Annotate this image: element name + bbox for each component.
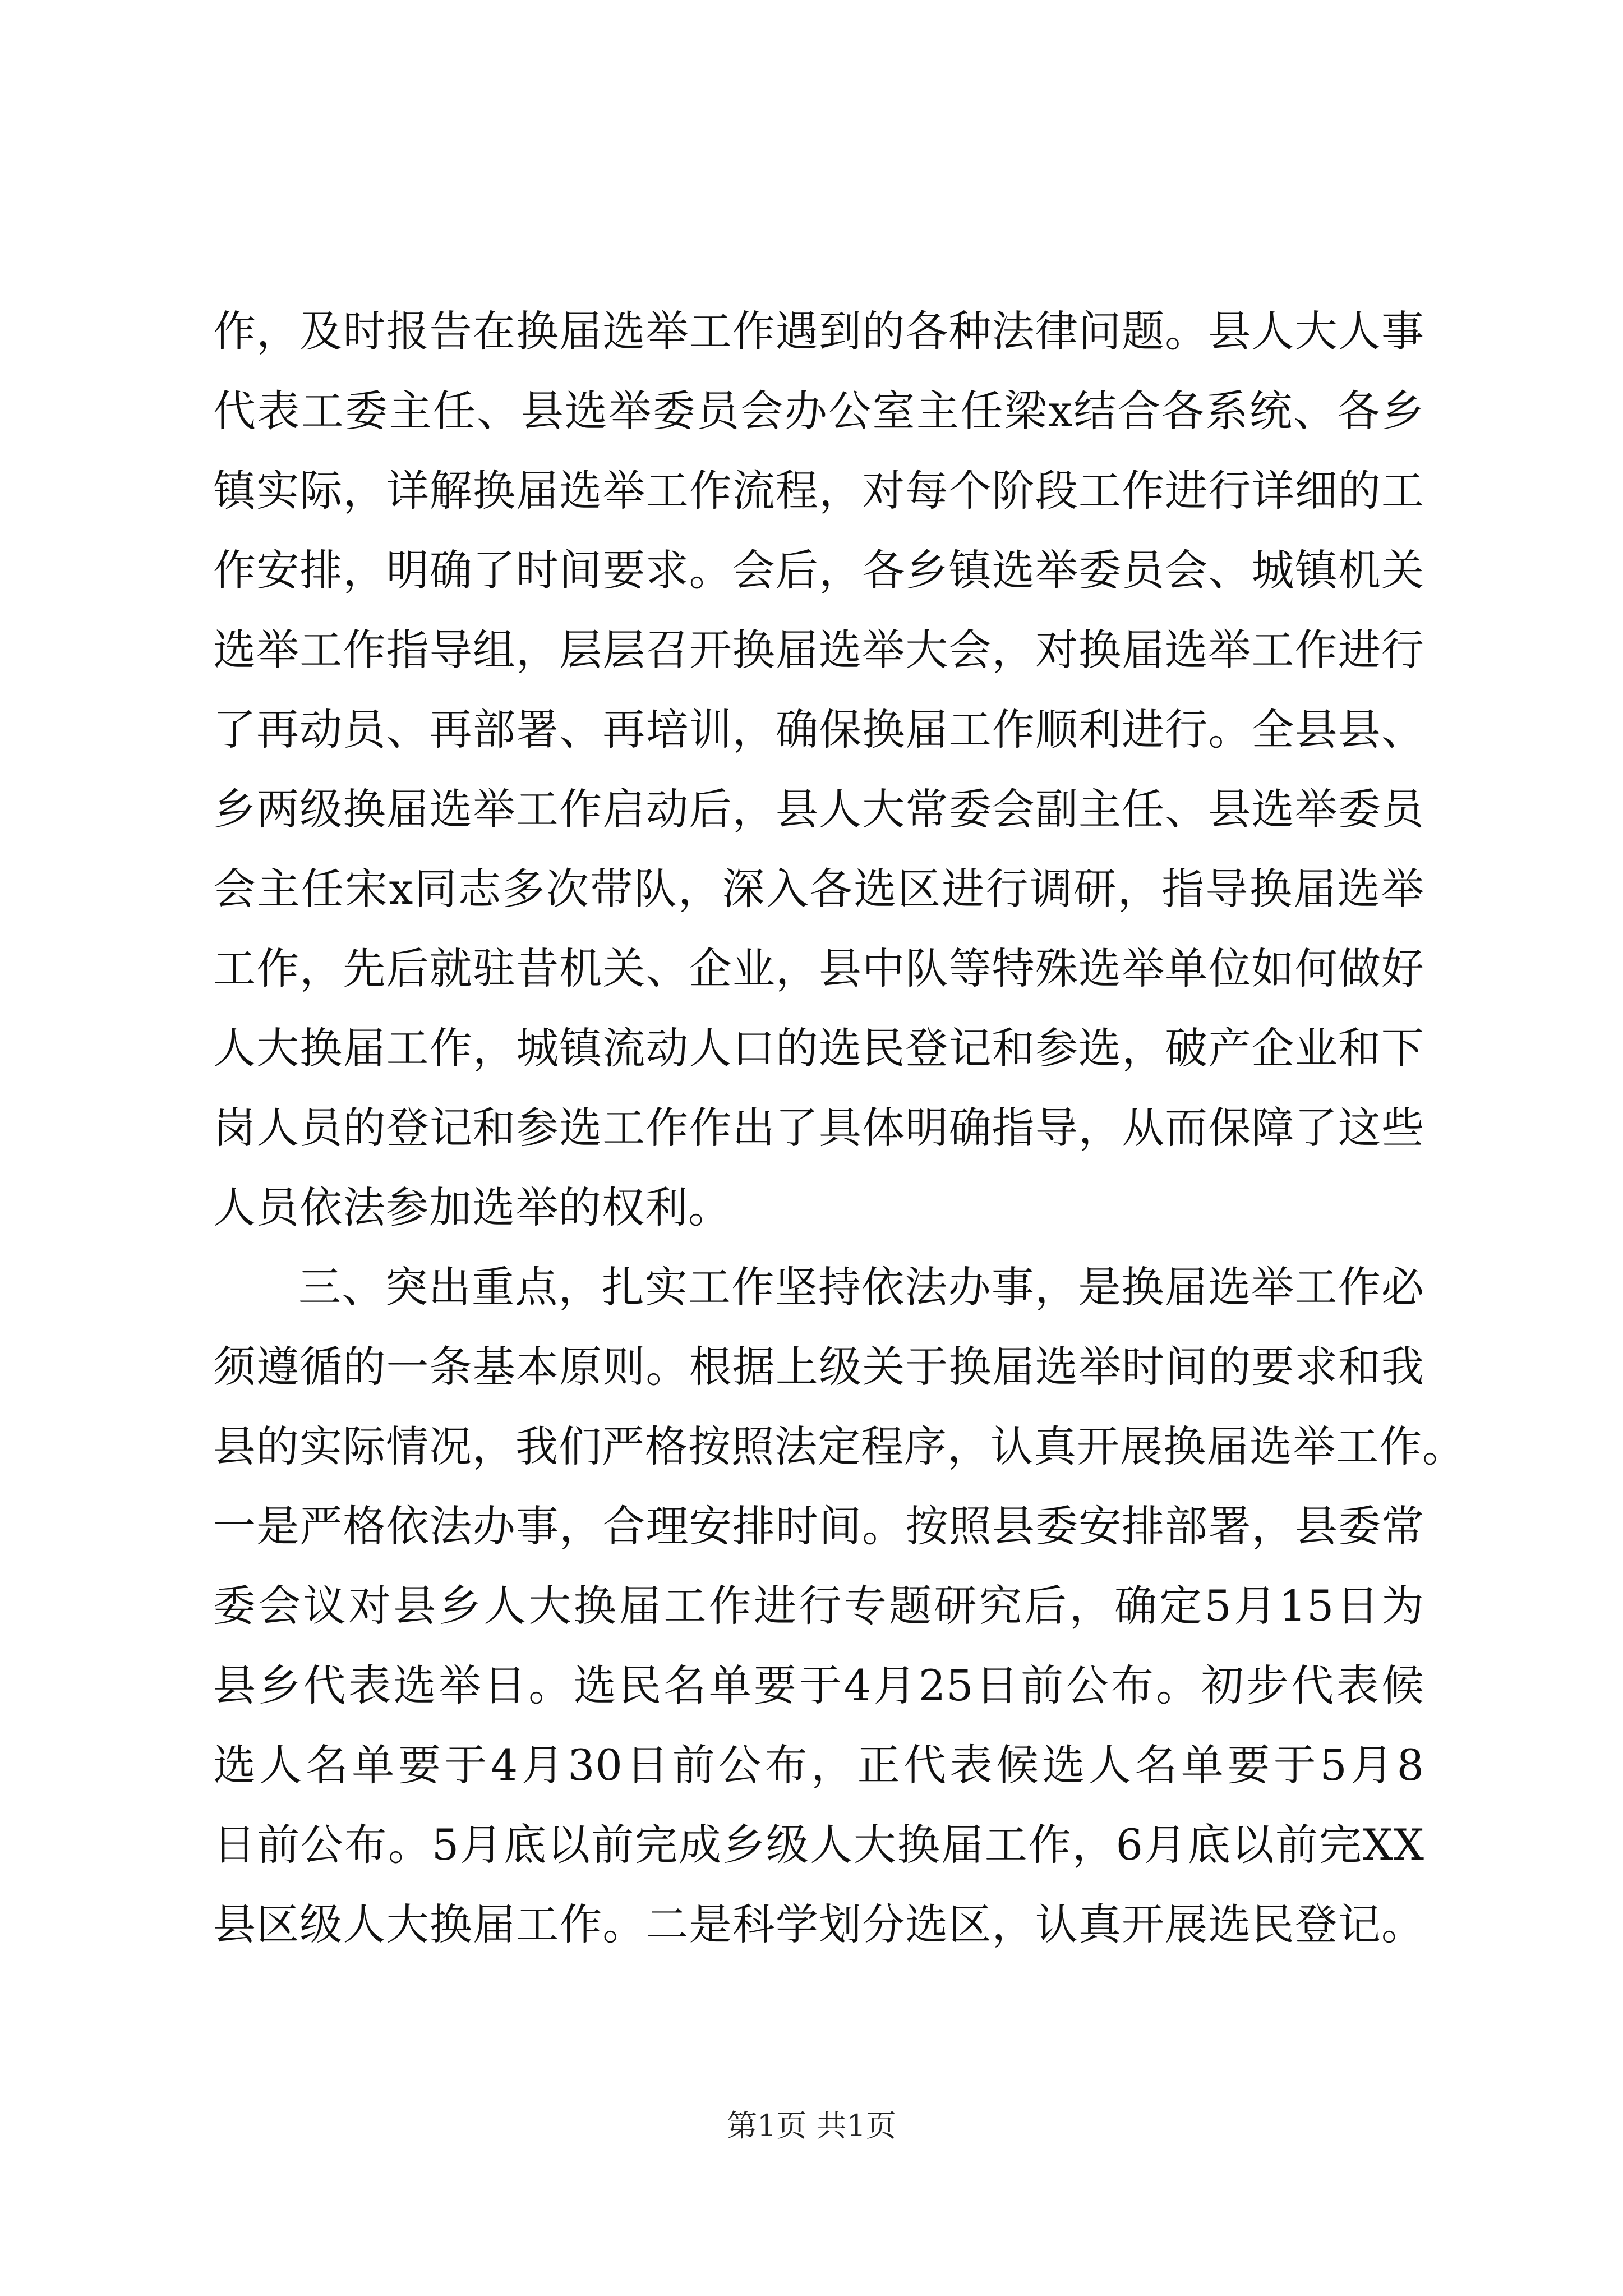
text-line: 工作，先后就驻昔机关、企业，县中队等特殊选举单位如何做好	[213, 944, 1424, 993]
text-line: 县的实际情况，我们严格按照法定程序，认真开展换届选举工作。	[213, 1421, 1465, 1471]
text-line: 县区级人大换届工作。二是科学划分选区，认真开展选民登记。	[213, 1899, 1424, 1949]
text-line: 乡两级换届选举工作启动后，县人大常委会副主任、县选举委员	[213, 784, 1424, 834]
text-line: 选人名单要于4月30日前公布，正代表候选人名单要于5月8	[213, 1740, 1424, 1790]
text-line: 作安排，明确了时间要求。会后，各乡镇选举委员会、城镇机关	[213, 545, 1424, 595]
text-line: 了再动员、再部署、再培训，确保换届工作顺利进行。全县县、	[213, 705, 1424, 754]
text-line: 须遵循的一条基本原则。根据上级关于换届选举时间的要求和我	[213, 1342, 1424, 1392]
text-line: 会主任宋x同志多次带队，深入各选区进行调研，指导换届选举	[213, 864, 1424, 914]
text-line: 代表工委主任、县选举委员会办公室主任梁x结合各系统、各乡	[213, 386, 1424, 436]
text-line: 人大换届工作，城镇流动人口的选民登记和参选，破产企业和下	[213, 1023, 1424, 1073]
text-line: 委会议对县乡人大换届工作进行专题研究后，确定5月15日为	[213, 1581, 1424, 1631]
text-line: 一是严格依法办事，合理安排时间。按照县委安排部署，县委常	[213, 1501, 1424, 1551]
text-line: 三、突出重点，扎实工作坚持依法办事，是换届选举工作必	[298, 1262, 1424, 1312]
text-line: 作，及时报告在换届选举工作遇到的各种法律问题。县人大人事	[213, 306, 1424, 356]
text-line: 日前公布。5月底以前完成乡级人大换届工作，6月底以前完XX	[213, 1820, 1424, 1870]
text-line: 选举工作指导组，层层召开换届选举大会，对换届选举工作进行	[213, 625, 1424, 675]
text-line: 镇实际，详解换届选举工作流程，对每个阶段工作进行详细的工	[213, 466, 1424, 516]
text-line: 人员依法参加选举的权利。	[213, 1182, 731, 1232]
text-line: 岗人员的登记和参选工作作出了具体明确指导，从而保障了这些	[213, 1103, 1424, 1153]
text-line: 县乡代表选举日。选民名单要于4月25日前公布。初步代表候	[213, 1660, 1424, 1710]
page-footer: 第1页 共1页	[727, 2108, 896, 2143]
body-text	[213, 292, 1465, 1964]
